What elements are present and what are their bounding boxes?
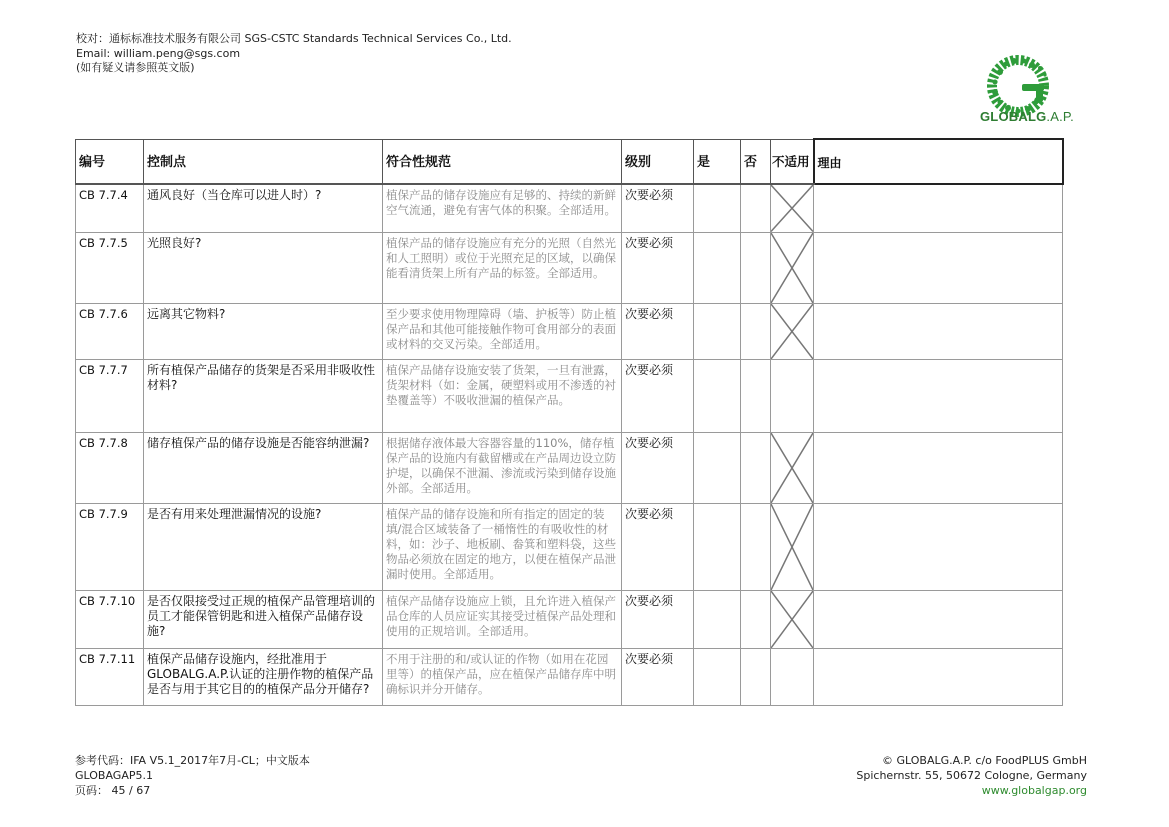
- row-na-cell[interactable]: [771, 184, 814, 232]
- na-cross-icon: [771, 504, 813, 590]
- row-reason-cell[interactable]: [814, 303, 1063, 359]
- row-reason-cell[interactable]: [814, 432, 1063, 503]
- row-control-point: [144, 648, 383, 705]
- footer-document-id: GLOBAGAP5.1: [75, 769, 153, 782]
- na-cross-icon: [771, 185, 813, 232]
- row-control-point: 是否仅限接受过正规的植保产品管理培训的员工才能保管钥匙和进入植保产品储存设施?: [144, 590, 383, 648]
- col-header-no: 否: [741, 139, 771, 184]
- table-row: [76, 648, 1063, 705]
- row-no-cell[interactable]: [741, 503, 771, 590]
- row-no-cell[interactable]: [741, 432, 771, 503]
- row-no-cell[interactable]: [741, 232, 771, 303]
- row-yes-cell[interactable]: [694, 359, 741, 432]
- row-na-cell[interactable]: [771, 503, 814, 590]
- row-reason-cell[interactable]: [814, 590, 1063, 648]
- col-header-yes: 是: [694, 139, 741, 184]
- row-no-cell[interactable]: [741, 303, 771, 359]
- logo-wordmark-bold: GLOBALG: [980, 109, 1047, 124]
- row-level: 次要必须: [622, 359, 694, 432]
- row-code: CB 7.7.9: [76, 503, 144, 590]
- row-criteria: 植保产品储存设施应上锁，且允许进入植保产品仓库的人员应证实其接受过植保产品处理和使用的正规培训。全部适用。: [383, 590, 622, 648]
- row-na-cell[interactable]: [771, 359, 814, 432]
- row-criteria: 至少要求使用物理障碍（墙、护板等）防止植保产品和其他可能接触作物可食用部分的表面或材料的交叉污染。全部适用。: [383, 303, 622, 359]
- row-no-cell[interactable]: [741, 648, 771, 705]
- table-row: [76, 359, 1063, 432]
- row-level: 次要必须: [622, 184, 694, 232]
- row-yes-cell[interactable]: [694, 303, 741, 359]
- row-reason-cell[interactable]: [814, 648, 1063, 705]
- control-points-table: [75, 138, 1064, 706]
- row-reason-cell[interactable]: [814, 184, 1063, 232]
- col-header-level: 级别: [622, 139, 694, 184]
- table-row: [76, 184, 1063, 232]
- row-na-cell[interactable]: [771, 232, 814, 303]
- row-code: CB 7.7.5: [76, 232, 144, 303]
- row-na-cell[interactable]: [771, 303, 814, 359]
- row-level: 次要必须: [622, 648, 694, 705]
- row-criteria: 植保产品的储存设施应有充分的光照（自然光和人工照明）或位于光照充足的区域，以确保能看清货架上所有产品的标签。全部适用。: [383, 232, 622, 303]
- footer-address: Spichernstr. 55, 50672 Cologne, Germany: [856, 769, 1087, 782]
- row-criteria: 植保产品的储存设施和所有指定的固定的装填/混合区域装备了一桶惰性的有吸收性的材料，如：沙子、地板刷、畚箕和塑料袋，这些物品必须放在固定的地方，以便在植保产品泄漏时使用。全部适用。: [383, 503, 622, 590]
- row-control-point: 是否有用来处理泄漏情况的设施?: [144, 503, 383, 590]
- col-header-criteria: 符合性规范: [383, 139, 622, 184]
- row-yes-cell[interactable]: [694, 648, 741, 705]
- row-yes-cell[interactable]: [694, 590, 741, 648]
- footer-reference-code: 参考代码：IFA V5.1_2017年7月-CL；中文版本: [75, 754, 310, 767]
- header-note: (如有疑义请参照英文版): [76, 61, 195, 74]
- page-footer-right: [856, 753, 1087, 798]
- na-cross-icon: [771, 233, 813, 303]
- row-criteria: 植保产品的储存设施应有足够的、持续的新鲜空气流通，避免有害气体的积聚。全部适用。: [383, 184, 622, 232]
- row-control-point: 光照良好?: [144, 232, 383, 303]
- row-code: CB 7.7.10: [76, 590, 144, 648]
- row-level: 次要必须: [622, 432, 694, 503]
- row-no-cell[interactable]: [741, 590, 771, 648]
- logo-wordmark: [980, 109, 1076, 124]
- row-reason-cell[interactable]: [814, 503, 1063, 590]
- na-cross-icon: [771, 304, 813, 359]
- na-cross-icon: [771, 591, 813, 648]
- row-control-point: 所有植保产品储存的货架是否采用非吸收性材料?: [144, 359, 383, 432]
- col-header-na: 不适用: [771, 139, 814, 184]
- row-level: 次要必须: [622, 303, 694, 359]
- row-yes-cell[interactable]: [694, 503, 741, 590]
- footer-copyright: © GLOBALG.A.P. c/o FoodPLUS GmbH: [882, 754, 1087, 767]
- row-reason-cell[interactable]: [814, 232, 1063, 303]
- row-level: 次要必须: [622, 232, 694, 303]
- table-row: [76, 303, 1063, 359]
- row-criteria: 不用于注册的和/或认证的作物（如用在花园里等）的植保产品，应在植保产品储存库中明确标识并分开储存。: [383, 648, 622, 705]
- row-control-point: 远离其它物料?: [144, 303, 383, 359]
- footer-page-number: 页码： 45 / 67: [75, 784, 151, 797]
- row-code: CB 7.7.4: [76, 184, 144, 232]
- table-row: [76, 590, 1063, 648]
- header-email: Email: william.peng@sgs.com: [76, 46, 241, 60]
- row-control-point: 通风良好（当仓库可以进人时）?: [144, 184, 383, 232]
- footer-website-link[interactable]: www.globalgap.org: [981, 784, 1087, 797]
- row-code: CB 7.7.7: [76, 359, 144, 432]
- row-yes-cell[interactable]: [694, 432, 741, 503]
- col-header-code: 编号: [76, 139, 144, 184]
- header-proofreader: 校对：通标标准技术服务有限公司 SGS-CSTC Standards Technical Services Co., Ltd.: [76, 32, 512, 45]
- row-criteria: 植保产品储存设施安装了货架，一旦有泄露，货架材料（如：金属，硬塑料或用不渗透的衬垫覆盖等）不吸收泄漏的植保产品。: [383, 359, 622, 432]
- row-na-cell[interactable]: [771, 648, 814, 705]
- row-no-cell[interactable]: [741, 359, 771, 432]
- na-cross-icon: [771, 433, 813, 503]
- row-criteria: 根据储存液体最大容器容量的110%，储存植保产品的设施内有截留槽或在产品周边设立防护堤，以确保不泄漏、渗流或污染到储存设施外部。全部适用。: [383, 432, 622, 503]
- row-code: CB 7.7.6: [76, 303, 144, 359]
- row-na-cell[interactable]: [771, 432, 814, 503]
- row-level: 次要必须: [622, 590, 694, 648]
- row-na-cell[interactable]: [771, 590, 814, 648]
- table-row: [76, 232, 1063, 303]
- row-code: CB 7.7.8: [76, 432, 144, 503]
- page-header: [76, 32, 512, 76]
- table-header-row: [76, 139, 1063, 184]
- row-control-point: 储存植保产品的储存设施是否能容纳泄漏?: [144, 432, 383, 503]
- page-footer-left: [75, 753, 310, 798]
- row-code: CB 7.7.11: [76, 648, 144, 705]
- table-row: [76, 432, 1063, 503]
- row-level: 次要必须: [622, 503, 694, 590]
- col-header-control: 控制点: [144, 139, 383, 184]
- col-header-reason: 理由: [814, 139, 1063, 184]
- row-control-point-text: 植保产品储存设施内，经批准用于GLOBALG.A.P.认证的注册作物的植保产品是否与用于其它目的的植保产品分开储存?: [147, 651, 374, 696]
- logo-wordmark-light: .A.P.: [1046, 109, 1074, 124]
- row-yes-cell[interactable]: [694, 232, 741, 303]
- table-row: [76, 503, 1063, 590]
- row-yes-cell[interactable]: [694, 184, 741, 232]
- row-no-cell[interactable]: [741, 184, 771, 232]
- row-reason-cell[interactable]: [814, 359, 1063, 432]
